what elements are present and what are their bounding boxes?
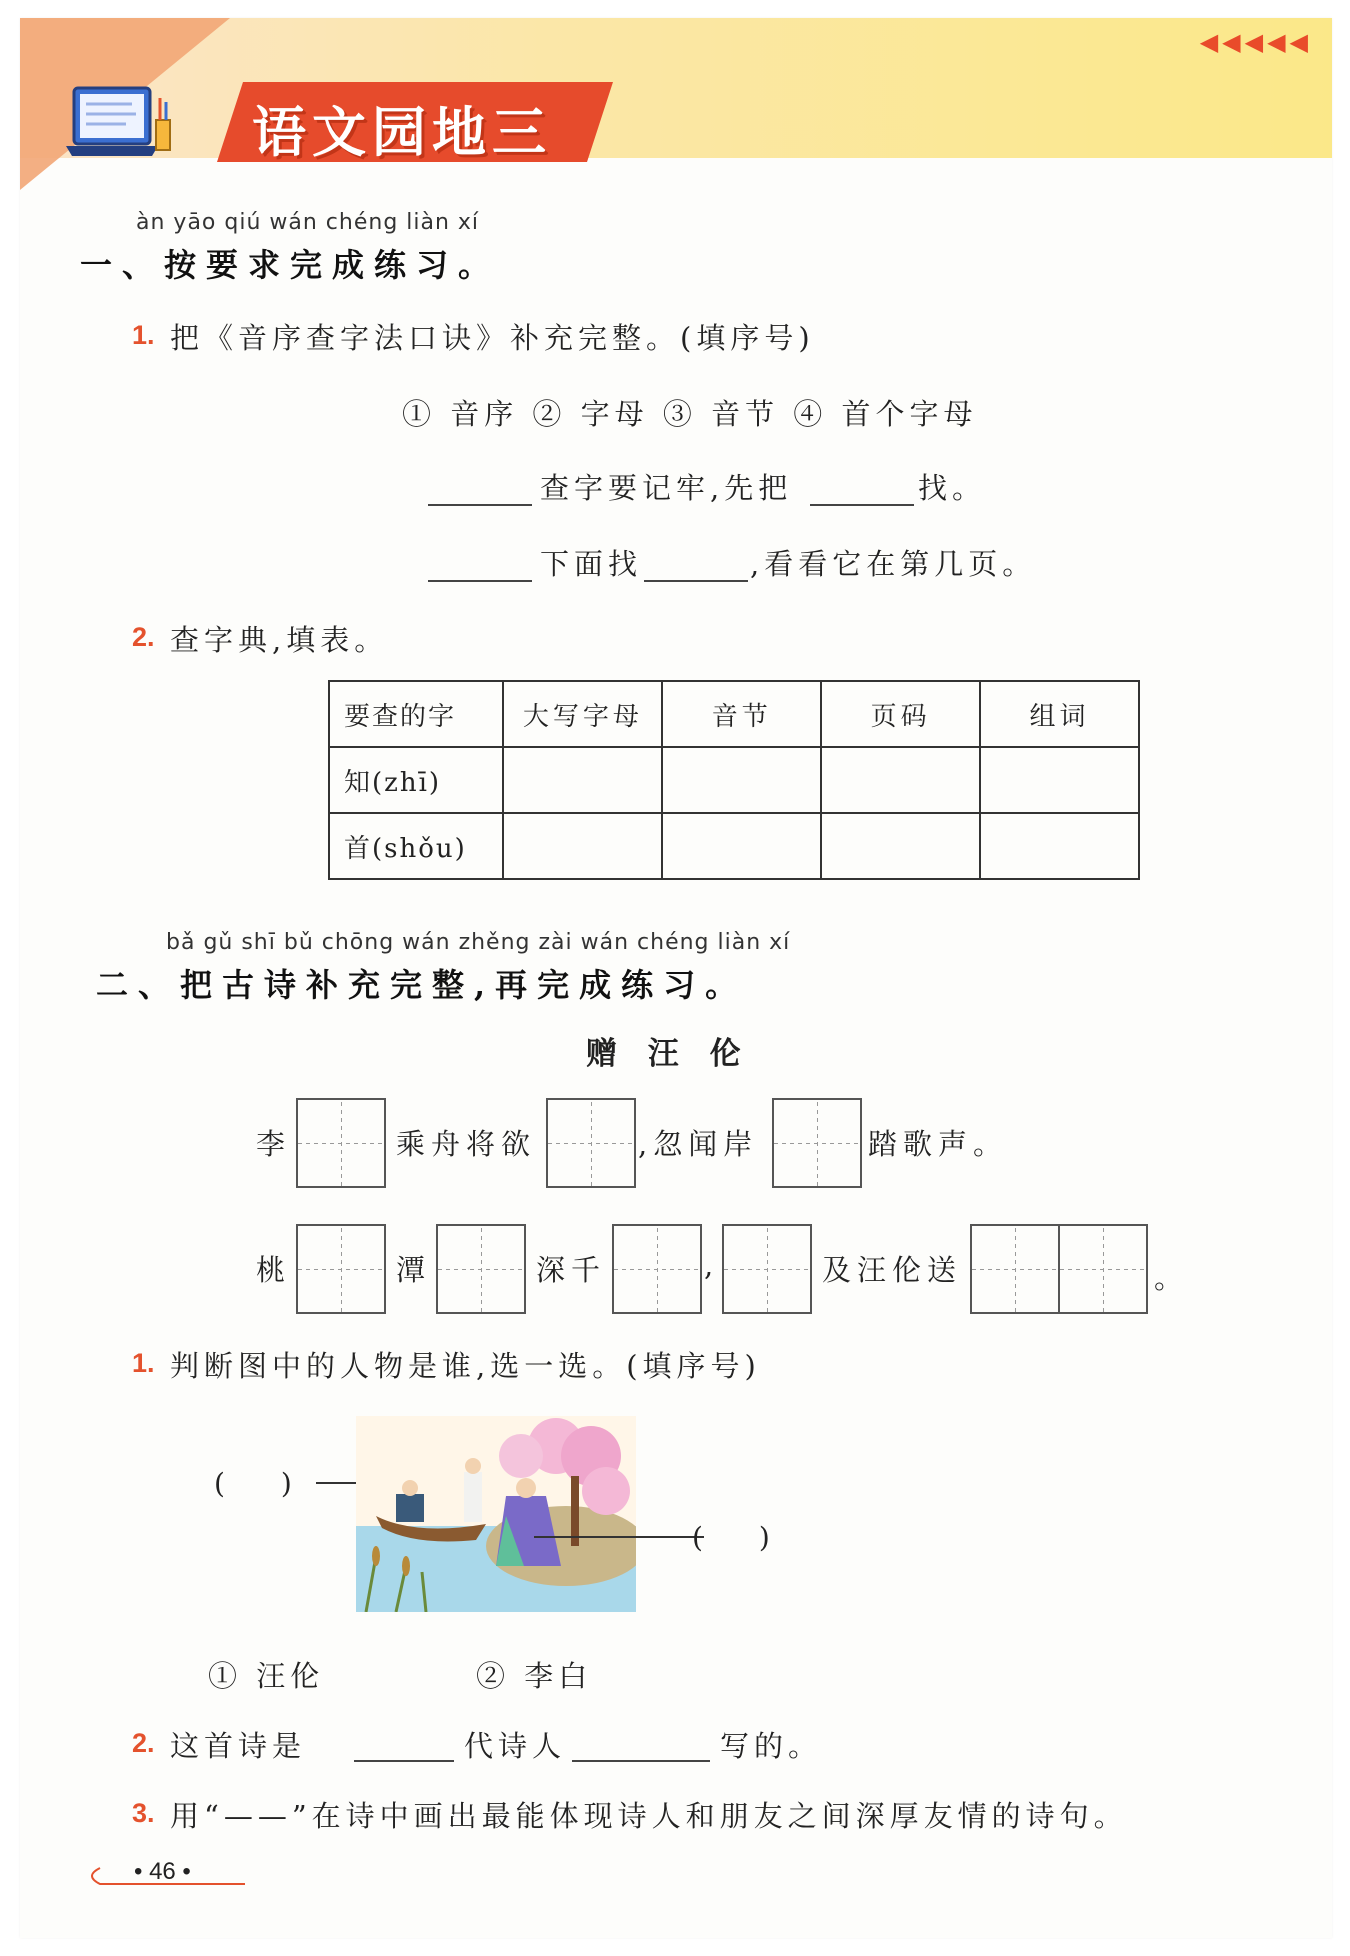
s1-rhyme-line1b: 找。 [918,471,987,505]
tianzige-box[interactable] [772,1098,862,1188]
s1-q1-options: ① 音序 ② 字母 ③ 音节 ④ 首个字母 [402,397,978,431]
section1-title: 一、按要求完成练习。 [80,246,501,284]
tianzige-box[interactable] [722,1224,812,1314]
s1-blank-2[interactable] [810,502,914,506]
table-header: 要查的字 [329,681,503,747]
table-cell-char: 知(zhī) [329,747,503,813]
s1-q1-text: 把《音序查字法口诀》补充完整。(填序号) [170,321,815,355]
tianzige-box[interactable] [296,1098,386,1188]
poet-blank[interactable] [572,1758,710,1762]
option-wanglun: ① 汪伦 [208,1659,325,1693]
tianzige-box[interactable] [296,1224,386,1314]
table-header: 页码 [821,681,980,747]
table-cell-input[interactable] [662,813,821,879]
poem-line2-text-d: , [704,1248,720,1282]
s1-q2-number: 2. [132,622,155,652]
page-title: 语文园地三 [252,101,552,164]
answer-paren-right[interactable]: ( ) [692,1521,770,1554]
table-row [329,813,1139,879]
table-header-row [329,681,1139,747]
s2-q2-text-c: 写的。 [720,1729,823,1763]
s2-q3-number: 3. [132,1798,155,1828]
s1-q1-number: 1. [132,320,155,350]
arrow-decoration-icons: ◀◀◀◀◀ [1199,28,1312,56]
dynasty-blank[interactable] [354,1758,454,1762]
tianzige-box[interactable] [436,1224,526,1314]
s1-blank-4[interactable] [644,578,748,582]
poem-line1-text-a: 李 [256,1127,292,1161]
pointer-line-right [534,1536,704,1538]
s2-q1-text: 判断图中的人物是谁,选一选。(填序号) [170,1349,761,1383]
tianzige-box[interactable] [1058,1224,1148,1314]
s1-rhyme-line1a: 查字要记牢,先把 [540,471,793,505]
table-cell-char: 首(shǒu) [329,813,503,879]
table-cell-input[interactable] [821,747,980,813]
tianzige-box[interactable] [970,1224,1060,1314]
page-number: • 46 • [134,1858,191,1885]
workbook-page [20,18,1332,1938]
s2-q2-number: 2. [132,1728,155,1758]
poem-line1-text-b: 乘舟将欲 [396,1127,537,1161]
tianzige-box[interactable] [546,1098,636,1188]
s2-q2-text-a: 这首诗是 [170,1729,307,1763]
table-header: 音节 [662,681,821,747]
poem-line1-text-c: ,忽闻岸 [638,1127,759,1161]
poem-line1-text-d: 踏歌声。 [868,1127,1009,1161]
s1-blank-1[interactable] [428,502,532,506]
table-cell-input[interactable] [980,813,1139,879]
tianzige-box[interactable] [612,1224,702,1314]
section2-pinyin: bǎ gǔ shī bǔ chōng wán zhěng zài wán chéng liàn xí [166,930,791,955]
poem-illustration [356,1416,636,1612]
poem-title: 赠 汪 伦 [586,1036,751,1072]
table-header: 组词 [980,681,1139,747]
table-row [329,747,1139,813]
table-cell-input[interactable] [503,747,662,813]
s2-q2-text-b: 代诗人 [464,1729,567,1763]
table-cell-input[interactable] [980,747,1139,813]
table-cell-input[interactable] [662,747,821,813]
laptop-icon [66,84,176,168]
s2-q3-text: 用“——”在诗中画出最能体现诗人和朋友之间深厚友情的诗句。 [170,1799,1128,1833]
table-cell-input[interactable] [503,813,662,879]
table-header: 大写字母 [503,681,662,747]
table-cell-input[interactable] [821,813,980,879]
s1-rhyme-line2b: ,看看它在第几页。 [750,547,1037,581]
poem-line2-text-e: 及汪伦送 [822,1253,963,1287]
poem-line2-text-b: 潭 [396,1253,432,1287]
poem-line2-text-c: 深千 [536,1253,607,1287]
s1-blank-3[interactable] [428,578,532,582]
section2-title: 二、把古诗补充完整,再完成练习。 [96,966,748,1004]
poem-line2-text-a: 桃 [256,1253,292,1287]
dictionary-table [328,680,1140,880]
poem-line2-text-f: 。 [1154,1261,1190,1295]
answer-paren-left[interactable]: ( ) [214,1467,292,1500]
s1-rhyme-line2a: 下面找 [540,547,643,581]
option-libai: ② 李白 [476,1659,593,1693]
s2-q1-number: 1. [132,1348,155,1378]
section1-pinyin: àn yāo qiú wán chéng liàn xí [136,210,480,235]
s1-q2-text: 查字典,填表。 [170,623,389,657]
